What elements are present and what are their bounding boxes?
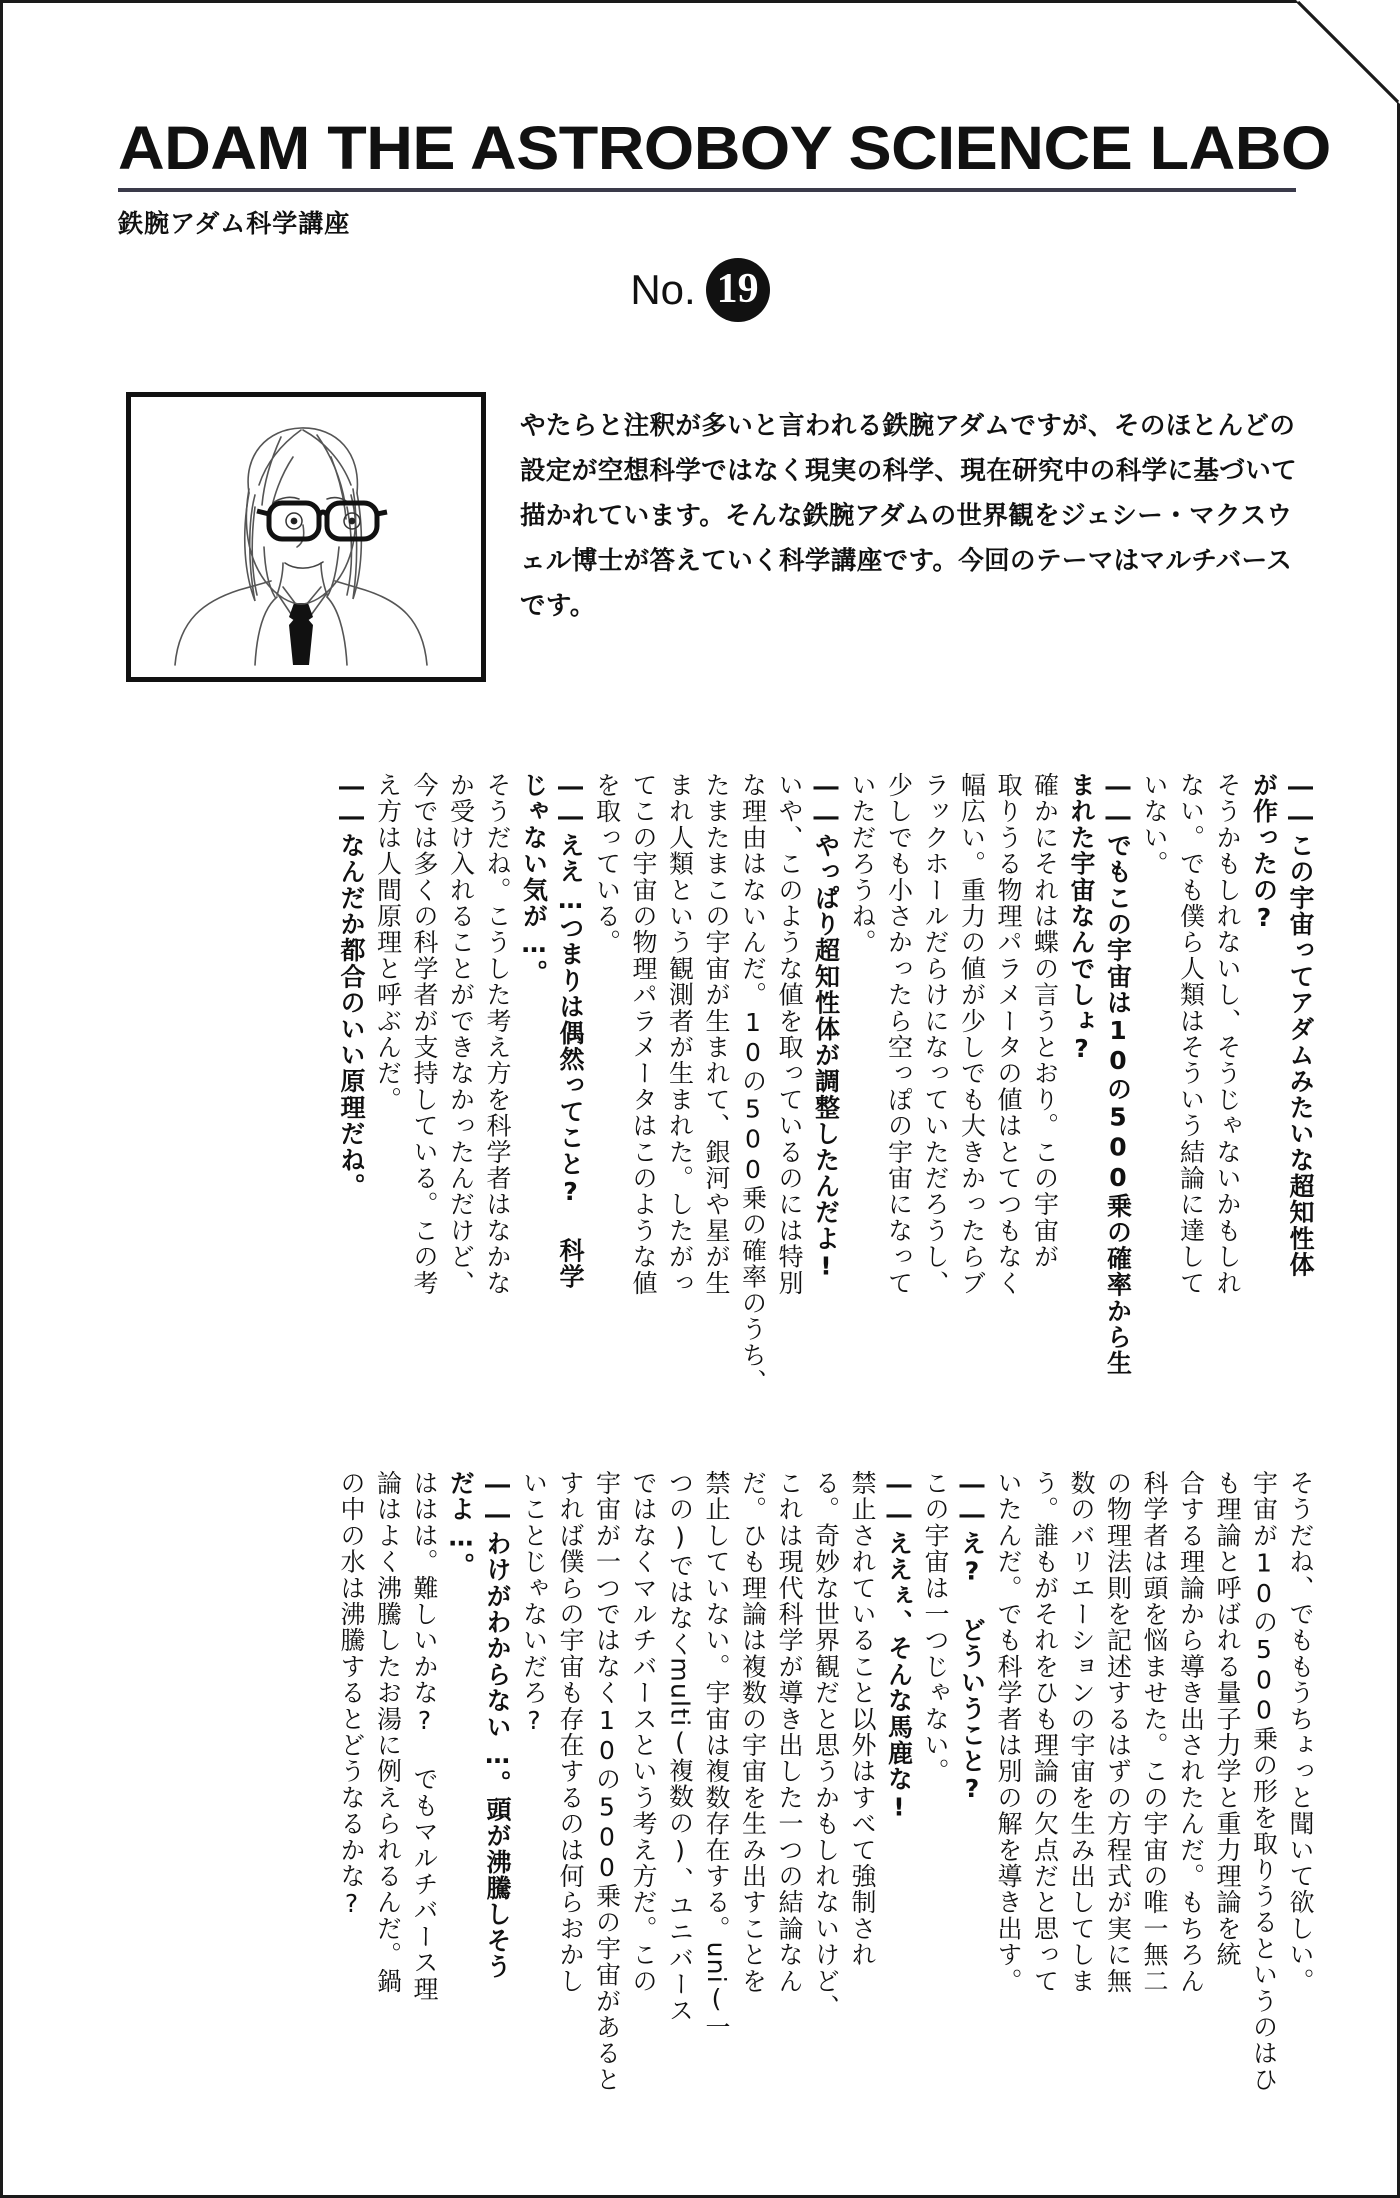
article-bottom-column: これは現代科学が導き出した一つの結論なん [775, 1470, 804, 1994]
article-bottom-column: も理論と呼ばれる量子力学と重力理論を統 [1213, 1470, 1242, 1968]
issue-number-badge: 19 [706, 258, 770, 322]
article-bottom-column: だ。ひも理論は複数の宇宙を生み出すことを [738, 1470, 768, 1994]
article-bottom-column: ――ええぇ、そんな馬鹿な! [884, 1470, 914, 1823]
article-top-column: まれ人類という観測者が生まれた。したがっ [665, 772, 695, 1296]
article-top-column: 確かにそれは蝶の言うとおり。この宇宙が [1030, 772, 1060, 1270]
scientist-portrait-icon [131, 397, 471, 667]
article-top-column: を取っている。 [592, 772, 622, 956]
article-bottom-column: 宇宙が10の500乗の形を取りうるというのはひ [1249, 1470, 1279, 2093]
article-bottom-column: そうだね、でももうちょっと聞いて欲しい。 [1286, 1470, 1315, 1994]
article-bottom-column: つの)ではなくmulti(複数の)、ユニバース [665, 1470, 695, 2024]
article-top-column: そうだね。こうした考え方を科学者はなかな [483, 772, 512, 1296]
issue-indicator [0, 258, 1400, 322]
article-bottom-column: 数のバリエーションの宇宙を生み出してしま [1067, 1470, 1096, 1994]
article-top-column: が作ったの? [1249, 772, 1279, 934]
intro-row [126, 392, 1316, 682]
article-top-column: な理由はないんだ。10の500乗の確率のうち、 [738, 772, 768, 1395]
article-top-column: たまたまこの宇宙が生まれて、銀河や星が生 [702, 772, 731, 1296]
article-top-column: え方は人間原理と呼ぶんだ。 [373, 772, 403, 1113]
article-top-block [126, 772, 1316, 1412]
article-top-column: まれた宇宙なんでしょ? [1067, 772, 1096, 1065]
article-bottom-block [126, 1470, 1316, 2110]
article-top-column: じゃない気が…。 [519, 772, 549, 986]
article-top-column: 取りうる物理パラメータの値はとてつもなく [994, 772, 1023, 1296]
article-bottom-column: だよ…。 [446, 1470, 476, 1579]
portrait-frame [126, 392, 486, 682]
article-top-column: いない。 [1140, 772, 1169, 877]
article-bottom-column: ではなくマルチバースという考え方だ。この [629, 1470, 658, 1994]
article-bottom-column: いたんだ。でも科学者は別の解を導き出す。 [994, 1470, 1023, 1994]
article-bottom-column: の中の水は沸騰するとどうなるかな? [337, 1470, 366, 1920]
article-bottom-column: ――わけがわからない…。頭が沸騰しそう [483, 1470, 512, 1980]
subtitle: 鉄腕アダム科学講座 [118, 209, 351, 238]
article-bottom-column: 宇宙が一つではなく10の500乗の宇宙があると [592, 1470, 622, 2093]
article-top-column: 少しでも小さかったら空っぽの宇宙になって [884, 772, 914, 1296]
article-top-column: ――やっぱり超知性体が調整したんだよ! [811, 772, 841, 1282]
article-bottom-column: いことじゃないだろ? [519, 1470, 549, 1736]
article-bottom-column: すれば僕らの宇宙も存在するのは何らおかし [556, 1470, 585, 1994]
issue-label: No. [630, 266, 696, 313]
latin-run: uni [702, 1941, 731, 1984]
article-top-column: てこの宇宙の物理パラメータはこのような値 [629, 772, 658, 1296]
article-bottom-column: ははは。難しいかな? でもマルチバース理 [410, 1470, 439, 2002]
article-top-column: いただろうね。 [848, 772, 877, 956]
article-bottom-column: う。誰もがそれをひも理論の欠点だと思って [1030, 1470, 1060, 1994]
article-bottom-column: る。奇妙な世界観だと思うかもしれないけど、 [811, 1470, 841, 2021]
intro-paragraph: やたらと注釈が多いと言われる鉄腕アダムですが、そのほとんどの設定が空想科学ではなく現実の科学、現在研究中の科学に基づいて描かれています。そんな鉄腕アダムの世界観をジェシー・マクスウェル博士が答えていく科学講座です。今回のテーマはマルチバースです。 [520, 411, 1298, 621]
article-bottom-column: 禁止されていること以外はすべて強制され [848, 1470, 877, 1968]
title-divider [118, 188, 1296, 192]
article-top-column: ――ええ…つまりは偶然ってこと? 科学 [556, 772, 585, 1290]
article-top-column: ない。でも僕ら人類はそういう結論に達して [1176, 772, 1206, 1296]
article-bottom-column: 論はよく沸騰したお湯に例えられるんだ。鍋 [373, 1470, 403, 1994]
article-top-column: ――この宇宙ってアダムみたいな超知性体 [1286, 772, 1315, 1278]
article-top-column: いや、このような値を取っているのには特別 [775, 772, 804, 1296]
article-bottom-column: 禁止していない。宇宙は複数存在する。uni(一 [702, 1470, 731, 2041]
article-bottom-column: の物理法則を記述するはずの方程式が実に無 [1103, 1470, 1133, 1994]
article-top-column: ――でもこの宇宙は10の500乗の確率から生 [1103, 772, 1133, 1377]
article-top-column: か受け入れることができなかったんだけど、 [446, 772, 476, 1296]
article-bottom-column: 科学者は頭を悩ませた。この宇宙の唯一無二 [1140, 1470, 1169, 1994]
article-top-column: 今では多くの科学者が支持している。この考 [410, 772, 439, 1296]
article-top-column: ラックホールだらけになっていただろうし、 [921, 772, 950, 1296]
masthead [118, 114, 1331, 240]
article-top-column: ――なんだか都合のいい原理だね。 [337, 772, 366, 1200]
latin-run: multi [665, 1657, 695, 1728]
article-bottom-column: ――え? どういうこと? [957, 1470, 987, 1805]
article-top-column: 幅広い。重力の値が少しでも大きかったらブ [957, 772, 987, 1296]
page-title: ADAM THE ASTROBOY SCIENCE LABO [118, 114, 1331, 182]
article-bottom-column: 合する理論から導き出されたんだ。もちろん [1176, 1470, 1206, 1994]
article-top-column: そうかもしれないし、そうじゃないかもしれ [1213, 772, 1242, 1296]
article-bottom-column: この宇宙は一つじゃない。 [921, 1470, 950, 1785]
